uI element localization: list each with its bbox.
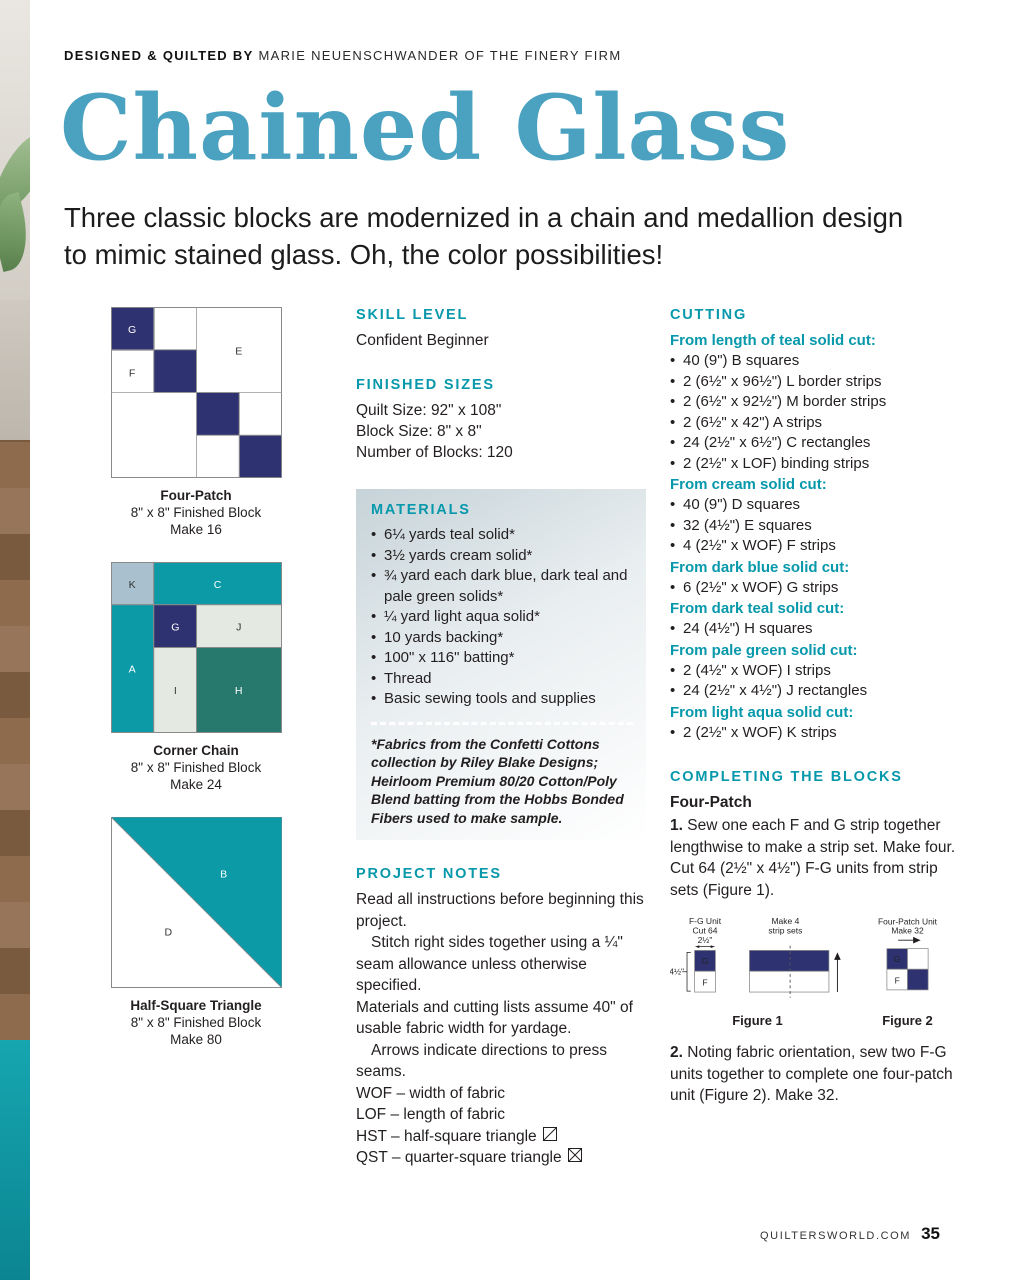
materials-item-text: Thread bbox=[384, 669, 432, 687]
cutting-groups bbox=[670, 330, 968, 743]
patch-label-a: A bbox=[128, 663, 136, 676]
bullet-glyph: • bbox=[670, 723, 676, 741]
figure-1-caption: Figure 1 bbox=[732, 1013, 783, 1028]
patch-label-g: G bbox=[127, 324, 136, 337]
fig1-f-label: F bbox=[702, 977, 708, 988]
abbr-wof bbox=[356, 1083, 646, 1105]
byline-designer-name: MARIE NEUENSCHWANDER OF THE FINERY FIRM bbox=[258, 48, 622, 63]
cutting-item-text: 6 (2½" x WOF) G strips bbox=[683, 578, 839, 596]
page-number: 35 bbox=[921, 1224, 940, 1243]
patch-label-c: C bbox=[213, 579, 221, 592]
cutting-item bbox=[670, 413, 968, 434]
project-note-paragraph: Read all instructions before beginning this project. bbox=[356, 891, 644, 930]
finished-sizes-heading: FINISHED SIZES bbox=[356, 377, 495, 393]
finished-size-line: Number of Blocks: 120 bbox=[356, 444, 513, 461]
bullet-glyph: • bbox=[670, 372, 676, 390]
figure-1 bbox=[670, 913, 845, 1028]
patch-label-k: K bbox=[128, 579, 136, 592]
fig2-unit-label: Four-Patch Unit bbox=[878, 916, 937, 927]
step-2-number: 2. bbox=[670, 1044, 683, 1061]
bullet-glyph: • bbox=[371, 628, 377, 646]
bullet-glyph: • bbox=[371, 608, 377, 625]
page-footer bbox=[760, 1224, 940, 1244]
materials-item bbox=[371, 566, 633, 607]
fig1-unit-label: F-G Unit bbox=[688, 915, 722, 926]
figure-2-caption: Figure 2 bbox=[882, 1013, 933, 1028]
materials-item-text: 100" x 116" batting* bbox=[384, 649, 515, 666]
three-column-layout bbox=[64, 307, 970, 1169]
intro-subtitle: Three classic blocks are modernized in a chain and medallion design to mimic stained glass. Oh, the color possibilities! bbox=[64, 202, 904, 270]
materials-item bbox=[371, 648, 633, 669]
bullet-glyph: • bbox=[670, 661, 676, 679]
cutting-item-text: 2 (6½" x 92½") M border strips bbox=[683, 393, 887, 410]
patch-label-j: J bbox=[235, 621, 241, 634]
fig1-height-dim: 4½" bbox=[670, 966, 685, 977]
materials-item bbox=[371, 607, 633, 628]
bullet-glyph: • bbox=[371, 526, 377, 543]
cutting-item-text: 2 (2½" x WOF) K strips bbox=[683, 723, 837, 741]
cutting-item bbox=[670, 495, 968, 516]
cutting-item-text: 2 (6½" x 96½") L border strips bbox=[683, 372, 882, 390]
materials-item bbox=[371, 628, 633, 649]
cutting-item bbox=[670, 619, 968, 640]
abbr-qst-text: QST – quarter-square triangle bbox=[356, 1149, 562, 1166]
cutting-section bbox=[670, 307, 968, 743]
bullet-glyph: • bbox=[371, 546, 377, 564]
materials-item-text: 10 yards backing* bbox=[384, 628, 504, 646]
patch-label-f: F bbox=[128, 367, 135, 380]
four-patch-caption bbox=[64, 487, 328, 538]
cutting-item-text: 40 (9") B squares bbox=[683, 352, 800, 369]
figure-2-svg bbox=[855, 913, 960, 1003]
cutting-item bbox=[670, 516, 968, 537]
materials-list bbox=[371, 525, 633, 710]
project-notes-section bbox=[356, 866, 646, 1169]
bullet-glyph: • bbox=[670, 578, 676, 596]
step-2 bbox=[670, 1042, 968, 1107]
patch-label-i: I bbox=[173, 684, 177, 697]
block-size: 8" x 8" Finished Block bbox=[130, 760, 262, 775]
cutting-group-heading: From pale green solid cut: bbox=[670, 641, 858, 659]
cutting-item-text: 40 (9") D squares bbox=[683, 496, 801, 513]
cutting-item bbox=[670, 392, 968, 413]
fig2-g-label: G bbox=[893, 954, 901, 965]
finished-size-line: Quilt Size: 92" x 108" bbox=[356, 402, 502, 419]
cutting-group-heading: From light aqua solid cut: bbox=[670, 703, 854, 721]
project-note-paragraph: Arrows indicate directions to press seams. bbox=[356, 1041, 608, 1080]
finished-sizes-section bbox=[356, 377, 646, 463]
fig1-width-dim: 2½" bbox=[697, 934, 713, 945]
fig1-make-line2: strip sets bbox=[768, 925, 803, 936]
step-1 bbox=[670, 815, 968, 901]
block-name: Corner Chain bbox=[153, 743, 239, 758]
four-patch-block-svg bbox=[111, 307, 282, 478]
fig1-cut-label: Cut 64 bbox=[692, 925, 718, 936]
materials-item bbox=[371, 689, 633, 710]
completing-heading: COMPLETING THE BLOCKS bbox=[670, 769, 903, 785]
abbr-lof-text: LOF – length of fabric bbox=[356, 1106, 506, 1123]
fig1-make-line1: Make 4 bbox=[771, 915, 800, 926]
cutting-item-text: 4 (2½" x WOF) F strips bbox=[683, 537, 836, 554]
cutting-item bbox=[670, 433, 968, 454]
bullet-glyph: • bbox=[670, 413, 676, 431]
bullet-glyph: • bbox=[670, 393, 676, 410]
cutting-item-text: 32 (4½") E squares bbox=[683, 516, 812, 534]
cutting-item bbox=[670, 661, 968, 682]
cutting-item bbox=[670, 723, 968, 744]
byline bbox=[64, 48, 970, 63]
middle-column bbox=[356, 307, 646, 1169]
bullet-glyph: • bbox=[670, 516, 676, 534]
materials-item-text: ¾ yard each dark blue, dark teal and pale green solids* bbox=[384, 567, 628, 605]
cutting-item bbox=[670, 454, 968, 475]
cutting-group-heading: From cream solid cut: bbox=[670, 476, 827, 493]
project-notes-paras bbox=[356, 889, 646, 1083]
completing-blocks-section bbox=[670, 769, 968, 1107]
patch-label-d: D bbox=[164, 926, 172, 939]
corner-chain-caption bbox=[64, 742, 328, 793]
abbr-hst bbox=[356, 1126, 646, 1148]
wood-floor-photo bbox=[0, 440, 30, 1040]
hst-block-svg bbox=[111, 817, 282, 988]
hst-caption bbox=[64, 997, 328, 1048]
four-patch-diagram bbox=[64, 307, 328, 538]
bullet-glyph: • bbox=[371, 567, 377, 584]
page-content bbox=[30, 0, 1012, 1280]
bullet-glyph: • bbox=[371, 649, 377, 666]
cutting-item-text: 2 (6½" x 42") A strips bbox=[683, 413, 823, 431]
block-make-count: Make 80 bbox=[170, 1032, 222, 1047]
cutting-item bbox=[670, 681, 968, 702]
bullet-glyph: • bbox=[670, 352, 676, 369]
diagram-column bbox=[64, 307, 328, 1072]
project-note-paragraph: Stitch right sides together using a ¼" seam allowance unless otherwise specified. bbox=[356, 934, 623, 994]
project-notes-heading: PROJECT NOTES bbox=[356, 866, 502, 882]
four-patch-subheading: Four-Patch bbox=[670, 794, 752, 811]
wall-photo bbox=[0, 300, 30, 440]
bullet-glyph: • bbox=[670, 682, 676, 699]
cutting-group-heading: From length of teal solid cut: bbox=[670, 332, 876, 349]
fig2-make-label: Make 32 bbox=[891, 925, 924, 936]
finished-sizes-list bbox=[356, 400, 646, 463]
step-1-number: 1. bbox=[670, 817, 683, 834]
fig2-f-label: F bbox=[894, 975, 900, 986]
materials-heading: MATERIALS bbox=[371, 502, 471, 518]
block-size: 8" x 8" Finished Block bbox=[130, 1015, 262, 1030]
figure-1-svg bbox=[670, 913, 845, 1003]
skill-level-section bbox=[356, 307, 646, 351]
materials-item bbox=[371, 525, 633, 546]
abbr-hst-text: HST – half-square triangle bbox=[356, 1127, 537, 1145]
qst-icon bbox=[568, 1147, 582, 1169]
materials-item-text: 3½ yards cream solid* bbox=[384, 546, 533, 564]
hst-icon bbox=[543, 1126, 557, 1148]
finished-size-line: Block Size: 8" x 8" bbox=[356, 423, 482, 440]
page-title: Chained Glass bbox=[60, 75, 791, 181]
bullet-glyph: • bbox=[371, 669, 377, 687]
bullet-glyph: • bbox=[670, 434, 676, 451]
cutting-item-text: 24 (2½" x 4½") J rectangles bbox=[683, 682, 868, 699]
cutting-item-text: 24 (4½") H squares bbox=[683, 620, 813, 637]
abbr-lof bbox=[356, 1104, 646, 1126]
cutting-item-text: 24 (2½" x 6½") C rectangles bbox=[683, 434, 871, 451]
materials-item-text: Basic sewing tools and supplies bbox=[384, 690, 596, 707]
figure-2 bbox=[855, 913, 960, 1028]
skill-level-value: Confident Beginner bbox=[356, 332, 489, 349]
byline-designed-by: DESIGNED & QUILTED BY bbox=[64, 48, 254, 63]
website-url: QUILTERSWORLD.COM bbox=[760, 1230, 912, 1242]
left-photo-strip bbox=[0, 0, 30, 1280]
bullet-glyph: • bbox=[371, 690, 377, 707]
step-1-text: Sew one each F and G strip together lengthwise to make a strip set. Make four. Cut 64 (2½" x 4½") F-G units from strip sets (Figure 1). bbox=[670, 817, 956, 899]
materials-footnote: *Fabrics from the Confetti Cottons collection by Riley Blake Designs; Heirloom Premium 80/20 Cotton/Poly Blend batting from the Hobbs Bonded Fibers used to make sample. bbox=[371, 735, 624, 826]
block-size: 8" x 8" Finished Block bbox=[130, 505, 262, 520]
corner-chain-block-svg bbox=[111, 562, 282, 733]
block-name: Four-Patch bbox=[160, 488, 232, 503]
materials-box bbox=[356, 489, 646, 840]
step-2-text: Noting fabric orientation, sew two F-G units together to complete one four-patch unit (Figure 2). Make 32. bbox=[670, 1044, 953, 1104]
materials-item bbox=[371, 669, 633, 690]
right-column bbox=[670, 307, 968, 1117]
project-note-paragraph: Materials and cutting lists assume 40" of usable fabric width for yardage. bbox=[356, 998, 633, 1037]
cutting-item bbox=[670, 536, 968, 557]
patch-label-e: E bbox=[234, 345, 242, 358]
figures-row bbox=[670, 913, 968, 1028]
abbr-qst bbox=[356, 1147, 646, 1169]
block-make-count: Make 16 bbox=[170, 522, 222, 537]
abbr-wof-text: WOF – width of fabric bbox=[356, 1084, 506, 1102]
patch-label-h: H bbox=[234, 684, 243, 697]
corner-chain-diagram bbox=[64, 562, 328, 793]
block-make-count: Make 24 bbox=[170, 777, 222, 792]
patch-label-b: B bbox=[219, 868, 227, 881]
cutting-item-text: 2 (4½" x WOF) I strips bbox=[683, 661, 831, 679]
block-name: Half-Square Triangle bbox=[130, 998, 262, 1013]
half-square-triangle-diagram bbox=[64, 817, 328, 1048]
materials-item-text: 6¼ yards teal solid* bbox=[384, 526, 515, 543]
cutting-group-heading: From dark blue solid cut: bbox=[670, 558, 850, 576]
skill-level-heading: SKILL LEVEL bbox=[356, 307, 469, 323]
cutting-item-text: 2 (2½" x LOF) binding strips bbox=[683, 454, 870, 472]
teal-quilt-photo bbox=[0, 1040, 30, 1280]
bullet-glyph: • bbox=[670, 454, 676, 472]
patch-label-g2: G bbox=[170, 621, 179, 634]
dashed-divider bbox=[371, 722, 633, 725]
cutting-heading: CUTTING bbox=[670, 307, 748, 323]
cutting-item bbox=[670, 351, 968, 372]
bullet-glyph: • bbox=[670, 537, 676, 554]
materials-item bbox=[371, 546, 633, 567]
materials-item-text: ¼ yard light aqua solid* bbox=[384, 608, 540, 625]
bullet-glyph: • bbox=[670, 496, 676, 513]
cutting-item bbox=[670, 578, 968, 599]
fig1-g-label: G bbox=[701, 956, 709, 967]
bullet-glyph: • bbox=[670, 620, 676, 637]
cutting-item bbox=[670, 372, 968, 393]
cutting-group-heading: From dark teal solid cut: bbox=[670, 600, 845, 617]
